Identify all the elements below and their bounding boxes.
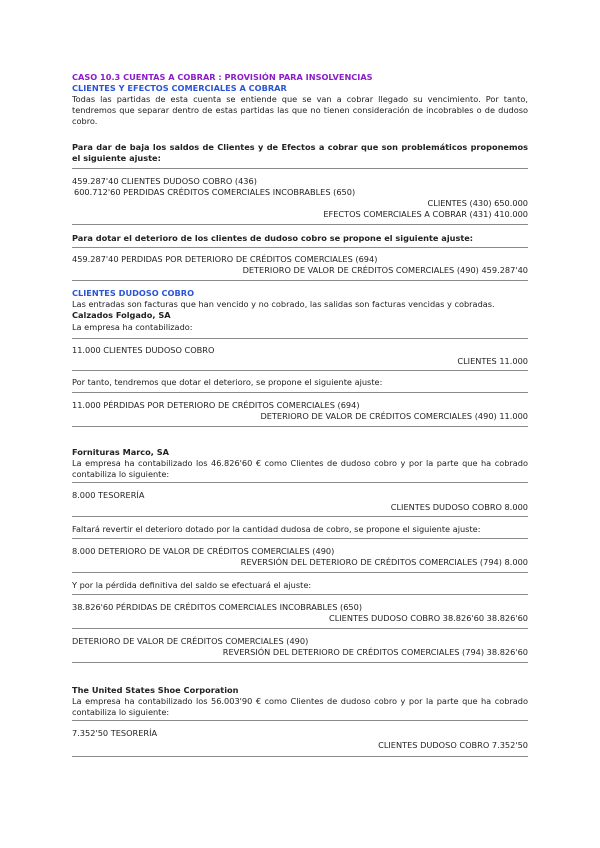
divider <box>72 280 528 281</box>
section-text: Las entradas son facturas que han vencido y no cobrado, las salidas son facturas vencidas y cobradas. <box>72 299 495 309</box>
company-name: Calzados Folgado, SA <box>72 310 171 320</box>
journal-line: CLIENTES DUDOSO COBRO 8.000 <box>390 502 528 512</box>
section-heading: CLIENTES Y EFECTOS COMERCIALES A COBRAR <box>72 83 287 93</box>
company-text: La empresa ha contabilizado los 46.826'60 € como Clientes de dudoso cobro y por la parte que ha cobrado contabiliza lo siguiente: <box>72 458 528 479</box>
company-text: La empresa ha contabilizado los 56.003'90 € como Clientes de dudoso cobro y por la parte que ha cobrado contabiliza lo siguiente: <box>72 696 528 717</box>
company-text: Por tanto, tendremos que dotar el deterioro, se propone el siguiente ajuste: <box>72 377 383 387</box>
divider <box>72 594 528 595</box>
section-heading: CLIENTES DUDOSO COBRO <box>72 288 195 298</box>
journal-line: CLIENTES DUDOSO COBRO 7.352'50 <box>378 740 528 750</box>
divider <box>72 628 528 629</box>
divider <box>72 224 528 225</box>
journal-line: 38.826'60 PÉRDIDAS DE CRÉDITOS COMERCIALES INCOBRABLES (650) <box>72 602 363 612</box>
journal-line: 7.352'50 TESORERÍA <box>72 728 158 738</box>
divider <box>72 720 528 721</box>
paragraph-deterioro: Para dotar el deterioro de los clientes de dudoso cobro se propone el siguiente ajuste: <box>72 233 474 243</box>
journal-line: CLIENTES 11.000 <box>457 356 528 366</box>
journal-line: 459.287'40 PERDIDAS POR DETERIORO DE CRÉDITOS COMERCIALES (694) <box>72 254 378 264</box>
divider <box>72 338 528 339</box>
divider <box>72 247 528 248</box>
journal-line: 8.000 TESORERÍA <box>72 490 145 500</box>
journal-line: CLIENTES (430) 650.000 <box>427 198 528 208</box>
journal-line: REVERSIÓN DEL DETERIORO DE CRÉDITOS COMERCIALES (794) 38.826'60 <box>222 647 528 657</box>
divider <box>72 538 528 539</box>
divider <box>72 756 528 757</box>
divider <box>72 516 528 517</box>
divider <box>72 392 528 393</box>
journal-line: 11.000 CLIENTES DUDOSO COBRO <box>72 345 215 355</box>
document-title: CASO 10.3 CUENTAS A COBRAR : PROVISIÓN PARA INSOLVENCIAS <box>72 72 373 82</box>
company-text: Y por la pérdida definitiva del saldo se efectuará el ajuste: <box>72 580 312 590</box>
journal-line: CLIENTES DUDOSO COBRO 38.826'60 38.826'60 <box>328 613 528 623</box>
journal-line: EFECTOS COMERCIALES A COBRAR (431) 410.000 <box>323 209 528 219</box>
company-name: The United States Shoe Corporation <box>72 685 239 695</box>
journal-line: 8.000 DETERIORO DE VALOR DE CRÉDITOS COMERCIALES (490) <box>72 546 335 556</box>
journal-line: REVERSIÓN DEL DETERIORO DE CRÉDITOS COMERCIALES (794) 8.000 <box>240 557 528 567</box>
company-text: Faltará revertir el deterioro dotado por la cantidad dudosa de cobro, se propone el siguiente ajuste: <box>72 524 481 534</box>
company-text: La empresa ha contabilizado: <box>72 322 193 332</box>
journal-line: DETERIORO DE VALOR DE CRÉDITOS COMERCIALES (490) 11.000 <box>260 411 528 421</box>
divider <box>72 482 528 483</box>
intro-paragraph: Todas las partidas de esta cuenta se entiende que se van a cobrar llegado su vencimiento. Por tanto, tendremos que separar dentro de estas partidas las que no tienen consideración de incobrables o de dudoso cobro. <box>72 94 528 126</box>
paragraph-baja: Para dar de baja los saldos de Clientes y de Efectos a cobrar que son problemáticos proponemos el siguiente ajuste: <box>72 142 528 163</box>
divider <box>72 426 528 427</box>
divider <box>72 662 528 663</box>
company-name: Fornituras Marco, SA <box>72 447 169 457</box>
journal-line: 459.287'40 CLIENTES DUDOSO COBRO (436) <box>72 176 257 186</box>
journal-line: 11.000 PÉRDIDAS POR DETERIORO DE CRÉDITOS COMERCIALES (694) <box>72 400 360 410</box>
journal-line: DETERIORO DE VALOR DE CRÉDITOS COMERCIALES (490) <box>72 636 309 646</box>
divider <box>72 168 528 169</box>
divider <box>72 370 528 371</box>
divider <box>72 572 528 573</box>
journal-line: 600.712'60 PERDIDAS CRÉDITOS COMERCIALES INCOBRABLES (650) <box>74 187 356 197</box>
journal-line: DETERIORO DE VALOR DE CRÉDITOS COMERCIALES (490) 459.287'40 <box>242 265 528 275</box>
